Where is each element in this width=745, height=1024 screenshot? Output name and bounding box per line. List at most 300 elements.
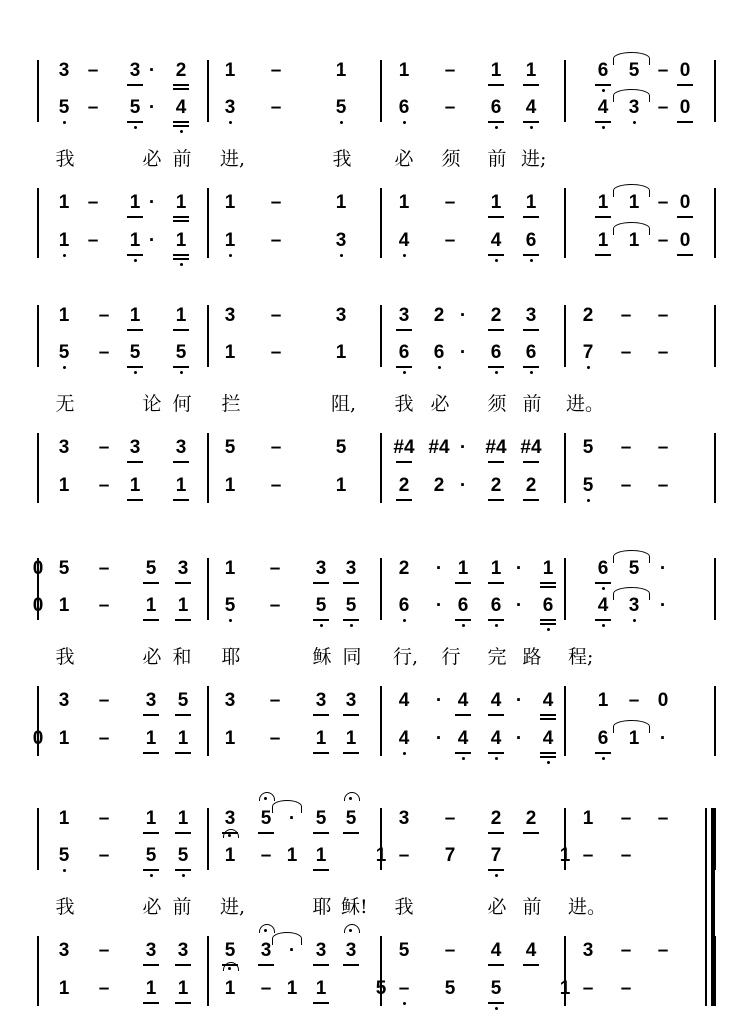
octave-dot-below (340, 254, 343, 257)
note-glyph: 6 (398, 342, 410, 363)
note-glyph: 1 (490, 60, 502, 81)
note (517, 475, 545, 497)
note (327, 97, 355, 119)
note (262, 437, 290, 459)
note-glyph: 1 (315, 845, 327, 866)
note (390, 940, 418, 962)
note-glyph: – (270, 192, 282, 213)
slur (613, 184, 650, 197)
note (649, 475, 677, 497)
note-glyph: 1 (129, 475, 141, 496)
note (390, 230, 418, 252)
note (337, 690, 365, 712)
note-glyph: – (657, 940, 669, 961)
note (169, 808, 197, 830)
note (307, 978, 335, 1000)
note (50, 305, 78, 327)
slur (613, 550, 650, 563)
note (216, 437, 244, 459)
octave-dot-below (180, 130, 183, 133)
octave-dot-below (134, 259, 137, 262)
note (50, 558, 78, 580)
note-glyph: – (398, 845, 410, 866)
note (307, 690, 335, 712)
lyric-syllable: 路 (522, 646, 542, 668)
note-glyph: 2 (433, 305, 445, 326)
fermata-icon (223, 829, 239, 838)
note-glyph: 3 (58, 60, 70, 81)
note-glyph: 5 (315, 595, 327, 616)
note-glyph: 4 (398, 230, 410, 251)
octave-dot-below (320, 624, 323, 627)
note (671, 230, 699, 252)
note-glyph: 1 (490, 192, 502, 213)
note (216, 940, 244, 962)
note-glyph: 5 (224, 595, 236, 616)
note-glyph: 4 (490, 690, 502, 711)
note-glyph: 1 (224, 342, 236, 363)
note (337, 940, 365, 962)
note (169, 845, 197, 867)
note-glyph: – (98, 475, 110, 496)
note (649, 728, 677, 750)
note (534, 690, 562, 712)
note-glyph: #4 (428, 437, 450, 458)
note-glyph: 4 (525, 97, 537, 118)
note (327, 437, 355, 459)
slur (613, 222, 650, 235)
note-glyph: – (582, 845, 594, 866)
note-glyph: 3 (145, 690, 157, 711)
fermata-icon (259, 792, 275, 801)
note-glyph: · (459, 475, 467, 496)
note-glyph: 4 (398, 728, 410, 749)
note (262, 60, 290, 82)
note-glyph: 2 (398, 558, 410, 579)
note (390, 808, 418, 830)
voice-row (38, 845, 715, 875)
note-glyph: 5 (345, 808, 357, 829)
note (167, 305, 195, 327)
note (307, 728, 335, 750)
note-glyph: 2 (490, 305, 502, 326)
note (517, 342, 545, 364)
note-glyph: 5 (345, 595, 357, 616)
lyric-syllable: 我 (394, 393, 414, 415)
note-glyph: 1 (177, 978, 189, 999)
lyric-syllable: 前 (522, 393, 542, 415)
note (90, 690, 118, 712)
slur (613, 89, 650, 102)
note-glyph: 0 (657, 690, 669, 711)
note (482, 305, 510, 327)
note (137, 845, 165, 867)
note-glyph: 5 (335, 97, 347, 118)
note (436, 978, 464, 1000)
note-glyph: 5 (177, 690, 189, 711)
note (90, 845, 118, 867)
octave-dot-below (63, 254, 66, 257)
note (574, 475, 602, 497)
note (574, 305, 602, 327)
note (121, 305, 149, 327)
note-glyph: – (620, 940, 632, 961)
note (620, 690, 648, 712)
note-glyph: 1 (58, 728, 70, 749)
note-glyph: · (659, 595, 667, 616)
note (169, 940, 197, 962)
note (24, 595, 52, 617)
note-glyph: 4 (542, 728, 554, 749)
note (327, 60, 355, 82)
note-glyph: 3 (224, 808, 236, 829)
voice-row (38, 808, 715, 838)
note-glyph: – (444, 60, 456, 81)
octave-dot-below (63, 366, 66, 369)
octave-dot-below (229, 619, 232, 622)
note (216, 595, 244, 617)
note-glyph: 1 (145, 595, 157, 616)
note-glyph: 5 (58, 342, 70, 363)
note-glyph: – (269, 690, 281, 711)
note (50, 97, 78, 119)
octave-dot-below (134, 126, 137, 129)
note-glyph: 3 (582, 940, 594, 961)
note-glyph: · (288, 808, 296, 829)
lyrics-line (38, 894, 715, 922)
octave-dot-below (495, 874, 498, 877)
note-glyph: 1 (628, 230, 640, 251)
note-glyph: – (270, 475, 282, 496)
note (505, 728, 533, 750)
lyric-syllable: 必 (142, 896, 162, 918)
note (262, 97, 290, 119)
note (50, 230, 78, 252)
lyric-syllable: 前 (522, 896, 542, 918)
note (50, 475, 78, 497)
lyric-syllable: 必 (142, 148, 162, 170)
note-glyph: 3 (224, 97, 236, 118)
note-glyph: – (620, 808, 632, 829)
note-glyph: 1 (286, 978, 298, 999)
note (307, 808, 335, 830)
note-glyph: – (657, 192, 669, 213)
note (517, 305, 545, 327)
note-glyph: 1 (525, 192, 537, 213)
note (261, 595, 289, 617)
note-glyph: – (444, 230, 456, 251)
note (262, 475, 290, 497)
note (216, 475, 244, 497)
note (449, 558, 477, 580)
note-glyph: 1 (175, 475, 187, 496)
note-glyph: 0 (679, 192, 691, 213)
note-glyph: 2 (398, 475, 410, 496)
octave-dot-below (495, 259, 498, 262)
note-glyph: 1 (398, 192, 410, 213)
note-glyph: 1 (175, 192, 187, 213)
note-glyph: 1 (224, 192, 236, 213)
note-glyph: – (657, 342, 669, 363)
note-glyph: 6 (597, 60, 609, 81)
note (482, 60, 510, 82)
note-glyph: 6 (490, 595, 502, 616)
note (517, 230, 545, 252)
note-glyph: 4 (457, 728, 469, 749)
note-glyph: 6 (490, 342, 502, 363)
note (436, 97, 464, 119)
note (90, 595, 118, 617)
octave-dot-below (530, 259, 533, 262)
voice-row (38, 690, 715, 720)
note (138, 97, 166, 119)
note-glyph: 3 (177, 940, 189, 961)
note-glyph: 5 (582, 437, 594, 458)
lyric-syllable: 和 (172, 646, 192, 668)
note (90, 808, 118, 830)
note (671, 192, 699, 214)
note (216, 978, 244, 1000)
note-glyph: – (98, 728, 110, 749)
note (612, 845, 640, 867)
note-glyph: · (148, 60, 156, 81)
lyric-syllable: 进, (220, 148, 246, 170)
note (261, 690, 289, 712)
note-glyph: 4 (490, 728, 502, 749)
octave-dot-below (180, 371, 183, 374)
note (517, 60, 545, 82)
note-glyph: 5 (398, 940, 410, 961)
lyric-syllable: 必 (142, 646, 162, 668)
note (671, 60, 699, 82)
note-glyph: 3 (260, 940, 272, 961)
octave-dot-below (229, 121, 232, 124)
note (137, 728, 165, 750)
note (649, 342, 677, 364)
note (90, 305, 118, 327)
note-glyph: 1 (597, 192, 609, 213)
octave-dot-below (495, 624, 498, 627)
note (216, 558, 244, 580)
note-glyph: 1 (224, 558, 236, 579)
octave-dot-below (462, 757, 465, 760)
note (449, 595, 477, 617)
score-system (32, 558, 715, 754)
note-glyph: 3 (398, 305, 410, 326)
voice-row (38, 940, 715, 970)
note-glyph: · (148, 192, 156, 213)
note-glyph: · (659, 728, 667, 749)
note-glyph: 5 (177, 845, 189, 866)
lyric-syllable: 耶 (221, 646, 241, 668)
octave-dot-below (403, 121, 406, 124)
note (138, 192, 166, 214)
note-glyph: – (270, 230, 282, 251)
octave-dot-below (495, 371, 498, 374)
note-glyph: 1 (525, 60, 537, 81)
note-glyph: 6 (398, 97, 410, 118)
note-glyph: 5 (58, 97, 70, 118)
note-glyph: 1 (175, 305, 187, 326)
lyric-syllable: 程; (568, 646, 594, 668)
note (649, 558, 677, 580)
note (390, 558, 418, 580)
note-glyph: – (620, 475, 632, 496)
note (121, 437, 149, 459)
note (534, 595, 562, 617)
lyric-syllable: 论 (142, 393, 162, 415)
note (50, 978, 78, 1000)
note-glyph: – (269, 558, 281, 579)
note-glyph: 5 (335, 437, 347, 458)
note (390, 60, 418, 82)
note (482, 230, 510, 252)
note-glyph: 1 (335, 475, 347, 496)
octave-dot-below (495, 126, 498, 129)
note (169, 558, 197, 580)
octave-dot-below (403, 619, 406, 622)
note-glyph: 3 (129, 60, 141, 81)
note (327, 475, 355, 497)
note (390, 305, 418, 327)
note (216, 192, 244, 214)
octave-dot-below (438, 366, 441, 369)
note-glyph: · (659, 558, 667, 579)
note-glyph: 1 (58, 978, 70, 999)
note-glyph: 1 (542, 558, 554, 579)
note-glyph: 1 (335, 60, 347, 81)
note-glyph: 2 (490, 808, 502, 829)
note-glyph: 2 (525, 808, 537, 829)
note-glyph: 1 (582, 808, 594, 829)
octave-dot-below (150, 874, 153, 877)
octave-dot-below (63, 869, 66, 872)
note (216, 728, 244, 750)
note (90, 475, 118, 497)
note (534, 728, 562, 750)
note (79, 192, 107, 214)
note (612, 978, 640, 1000)
note-glyph: 1 (375, 845, 387, 866)
octave-dot-below (633, 619, 636, 622)
fermata-icon (259, 924, 275, 933)
note (337, 558, 365, 580)
note (50, 808, 78, 830)
note-glyph: – (657, 60, 669, 81)
note-glyph: 5 (628, 60, 640, 81)
note-glyph: – (98, 558, 110, 579)
note (574, 940, 602, 962)
note (307, 940, 335, 962)
note-glyph: – (269, 728, 281, 749)
note-glyph: 1 (335, 192, 347, 213)
octave-dot-below (602, 624, 605, 627)
note-glyph: 3 (129, 437, 141, 458)
note (574, 437, 602, 459)
note-glyph: 0 (32, 595, 44, 616)
note-glyph: – (87, 230, 99, 251)
octave-dot-below (602, 126, 605, 129)
note-glyph: 0 (679, 230, 691, 251)
note-glyph: 1 (224, 978, 236, 999)
note-glyph: – (444, 97, 456, 118)
score-system (38, 60, 715, 256)
note-glyph: 6 (597, 728, 609, 749)
octave-dot-below (180, 263, 183, 266)
lyric-syllable: 我 (394, 896, 414, 918)
note (167, 60, 195, 82)
note (90, 728, 118, 750)
note-glyph: 1 (129, 305, 141, 326)
voice-row (38, 475, 715, 505)
note (138, 230, 166, 252)
note (50, 690, 78, 712)
lyric-syllable: 须 (487, 393, 507, 415)
note (121, 475, 149, 497)
note-glyph: 1 (597, 690, 609, 711)
note (307, 595, 335, 617)
note (436, 808, 464, 830)
note-glyph: 1 (224, 230, 236, 251)
note-glyph: · (288, 940, 296, 961)
note-glyph: 1 (58, 305, 70, 326)
note-glyph: – (270, 342, 282, 363)
note (505, 690, 533, 712)
note-glyph: 1 (345, 728, 357, 749)
lyric-syllable: 稣! (341, 896, 368, 918)
note (216, 808, 244, 830)
note (90, 437, 118, 459)
note-glyph: – (620, 305, 632, 326)
note-glyph: · (435, 728, 443, 749)
note-glyph: – (620, 845, 632, 866)
note-glyph: 7 (444, 845, 456, 866)
note-glyph: 3 (58, 690, 70, 711)
note (436, 230, 464, 252)
note-glyph: 2 (582, 305, 594, 326)
note (482, 475, 510, 497)
note-glyph: – (582, 978, 594, 999)
note-glyph: – (657, 97, 669, 118)
note (449, 728, 477, 750)
octave-dot-below (530, 371, 533, 374)
note-glyph: – (98, 342, 110, 363)
voice-row (38, 305, 715, 335)
note (337, 595, 365, 617)
note-glyph: – (657, 230, 669, 251)
note-glyph: 1 (145, 728, 157, 749)
octave-dot-below (403, 254, 406, 257)
note-glyph: 1 (58, 595, 70, 616)
lyric-syllable: 无 (55, 393, 75, 415)
note (137, 940, 165, 962)
note-glyph: 1 (398, 60, 410, 81)
voice-row (38, 437, 715, 467)
note-glyph: 1 (129, 230, 141, 251)
note-glyph: – (657, 305, 669, 326)
note (671, 97, 699, 119)
note (589, 690, 617, 712)
note-glyph: 1 (58, 230, 70, 251)
note (505, 558, 533, 580)
octave-dot-below (530, 126, 533, 129)
note-glyph: · (435, 558, 443, 579)
note-glyph: · (435, 690, 443, 711)
octave-dot-below (229, 254, 232, 257)
octave-dot-below (633, 121, 636, 124)
note (169, 690, 197, 712)
note (167, 230, 195, 252)
